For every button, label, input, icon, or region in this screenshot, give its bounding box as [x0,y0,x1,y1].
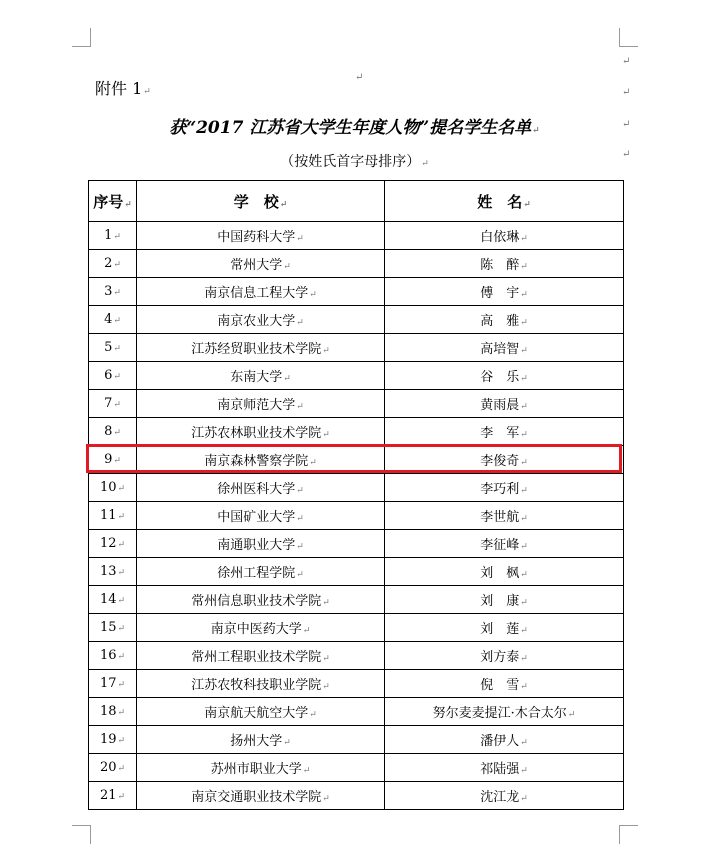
row-index-cell: 5↵ [89,334,137,362]
row-index-cell: 21↵ [89,782,137,810]
row-name-cell: 沈江龙↵ [385,782,624,810]
table-row [89,250,624,278]
row-school-cell: 南京信息工程大学↵ [137,278,385,306]
document-subtitle: （按姓氏首字母排序）↵ [280,154,429,170]
table-row [89,306,624,334]
row-school-cell: 中国药科大学↵ [137,222,385,250]
row-index-cell: 20↵ [89,754,137,782]
row-school-cell: 南京森林警察学院↵ [137,446,385,474]
row-name-cell: 倪 雪↵ [385,670,624,698]
row-school-cell: 常州工程职业技术学院↵ [137,642,385,670]
page-corner-mark-bottom-right [619,825,638,844]
document-title: 获“2017 江苏省大学生年度人物”提名学生名单↵ [169,118,540,138]
row-index-cell: 12↵ [89,530,137,558]
row-index-cell: 11↵ [89,502,137,530]
row-school-cell: 南京交通职业技术学院↵ [137,782,385,810]
paragraph-mark: ↵ [622,119,631,130]
table-row [89,782,624,810]
row-name-cell: 傅 宇↵ [385,278,624,306]
row-school-cell: 南京航天航空大学↵ [137,698,385,726]
header-school: 学 校↵ [137,181,385,222]
table-row [89,558,624,586]
table-row [89,754,624,782]
row-school-cell: 江苏农林职业技术学院↵ [137,418,385,446]
table-row [89,362,624,390]
row-school-cell: 扬州大学↵ [137,726,385,754]
row-school-cell: 江苏经贸职业技术学院↵ [137,334,385,362]
row-school-cell: 南通职业大学↵ [137,530,385,558]
paragraph-mark: ↵ [622,56,631,67]
row-name-cell: 谷 乐↵ [385,362,624,390]
paragraph-mark: ↵ [355,72,364,83]
row-name-cell: 李 军↵ [385,418,624,446]
row-index-cell: 15↵ [89,614,137,642]
table-row [89,670,624,698]
row-index-cell: 17↵ [89,670,137,698]
row-name-cell: 李巧利↵ [385,474,624,502]
row-school-cell: 徐州工程学院↵ [137,558,385,586]
paragraph-mark: ↵ [622,87,631,98]
row-name-cell: 祁陆强↵ [385,754,624,782]
row-school-cell: 中国矿业大学↵ [137,502,385,530]
row-index-cell: 6↵ [89,362,137,390]
table-row [89,278,624,306]
row-name-cell: 高 雅↵ [385,306,624,334]
row-index-cell: 1↵ [89,222,137,250]
row-index-cell: 16↵ [89,642,137,670]
row-school-cell: 江苏农牧科技职业学院↵ [137,670,385,698]
row-index-cell: 3↵ [89,278,137,306]
page-corner-mark-bottom-left [72,825,91,844]
row-school-cell: 徐州医科大学↵ [137,474,385,502]
row-school-cell: 南京农业大学↵ [137,306,385,334]
row-school-cell: 东南大学↵ [137,362,385,390]
row-index-cell: 9↵ [89,446,137,474]
table-row [89,726,624,754]
row-school-cell: 南京师范大学↵ [137,390,385,418]
row-name-cell: 李征峰↵ [385,530,624,558]
table-row [89,698,624,726]
page-corner-mark-top-left [72,28,91,47]
row-name-cell: 刘 康↵ [385,586,624,614]
row-school-cell: 苏州市职业大学↵ [137,754,385,782]
table-row [89,418,624,446]
nominee-table [88,180,624,810]
row-name-cell: 刘 莲↵ [385,614,624,642]
row-name-cell: 努尔麦麦提江·木合太尔↵ [385,698,624,726]
row-index-cell: 2↵ [89,250,137,278]
row-name-cell: 高培智↵ [385,334,624,362]
row-school-cell: 常州大学↵ [137,250,385,278]
row-name-cell: 黄雨晨↵ [385,390,624,418]
row-name-cell: 刘 枫↵ [385,558,624,586]
row-index-cell: 19↵ [89,726,137,754]
row-name-cell: 白依琳↵ [385,222,624,250]
row-index-cell: 13↵ [89,558,137,586]
table-row [89,502,624,530]
row-index-cell: 10↵ [89,474,137,502]
table-row [89,474,624,502]
table-row [89,530,624,558]
row-name-cell: 李世航↵ [385,502,624,530]
table-row [89,222,624,250]
paragraph-mark: ↵ [622,149,631,160]
page-corner-mark-top-right [619,28,638,47]
row-index-cell: 7↵ [89,390,137,418]
table-row [89,614,624,642]
table-row [89,642,624,670]
highlight-box [86,444,622,473]
row-name-cell: 刘方泰↵ [385,642,624,670]
row-school-cell: 南京中医药大学↵ [137,614,385,642]
row-index-cell: 8↵ [89,418,137,446]
header-name: 姓 名↵ [385,181,624,222]
table-row [89,334,624,362]
table-row [89,586,624,614]
row-name-cell: 李俊奇↵ [385,446,624,474]
row-index-cell: 18↵ [89,698,137,726]
row-name-cell: 潘伊人↵ [385,726,624,754]
row-name-cell: 陈 醉↵ [385,250,624,278]
table-header-row [89,181,624,222]
attachment-label: 附件 1↵ [95,79,151,98]
row-index-cell: 4↵ [89,306,137,334]
table-row [89,390,624,418]
header-index: 序号↵ [89,181,137,222]
row-index-cell: 14↵ [89,586,137,614]
row-school-cell: 常州信息职业技术学院↵ [137,586,385,614]
